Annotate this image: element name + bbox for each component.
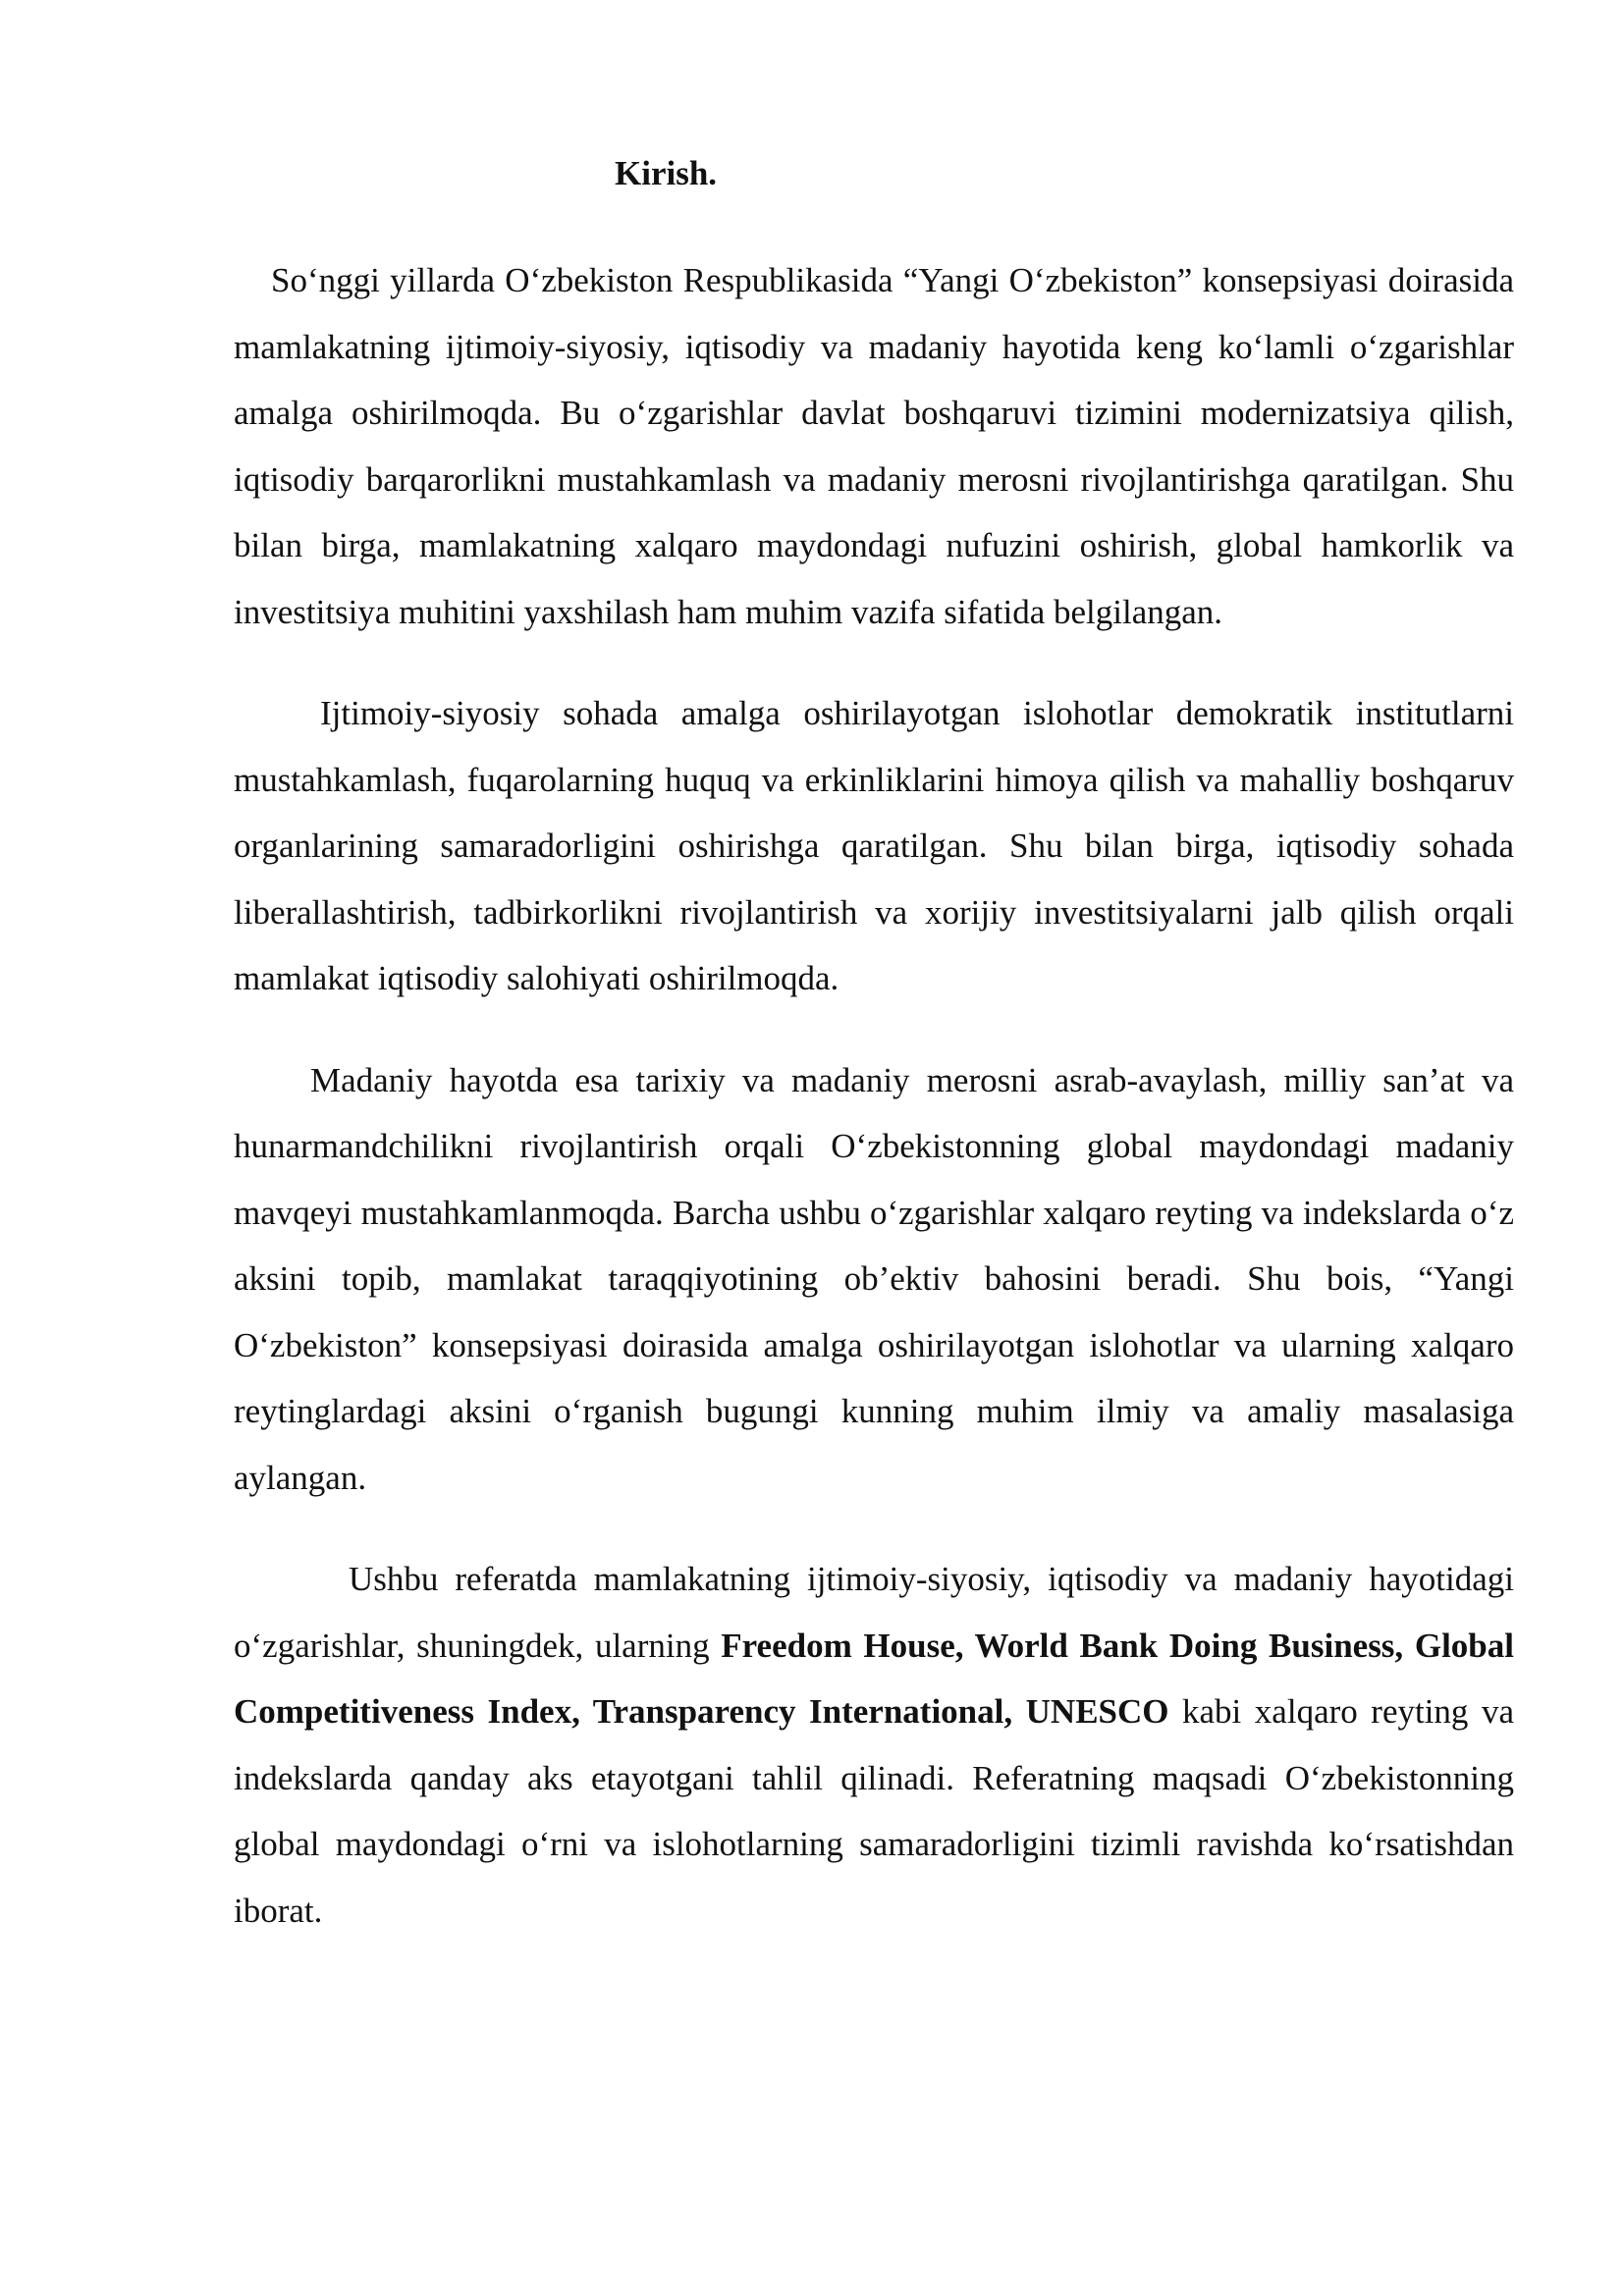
paragraph-cultural: Madaniy hayotda esa tarixiy va madaniy merosni asrab-avaylash, milliy san’at va hunarmandchilikni rivojlantirish orqali O‘zbekistonning global maydondagi madaniy mavqeyi mustahkamlanmoqda. Barcha ushbu o‘zgarishlar xalqaro reyting va indekslarda o‘z aksini topib, mamlakat taraqqiyotining ob’ektiv bahosini beradi. Shu bois, “Yangi O‘zbekiston” konsepsiyasi doirasida amalga oshirilayotgan islohotlar va ularning xalqaro reytinglardagi aksini o‘rganish bugungi kunning muhim ilmiy va amaliy masalasiga aylangan.: [234, 1060, 1514, 1497]
paragraph-purpose-text-before: Ushbu referatda mamlakatning ijtimoiy-siyosiy, iqtisodiy va madaniy hayotidagi o‘zgarishlar, shuningdek, ularning: [234, 1560, 1514, 1665]
document-title: Kirish.: [615, 154, 718, 192]
international-index-list: Freedom House, World Bank Doing Business, Global Competitiveness Index, Transparency International, UNESCO: [234, 1626, 1514, 1731]
paragraph-purpose: [234, 1546, 1514, 1944]
paragraph-purpose-text-after: kabi xalqaro reyting va indekslarda qanday aks etayotgani tahlil qilinadi. Referatning maqsadi O‘zbekistonning global maydondagi o‘rni va islohotlarning samaradorligini tizimli ravishda ko‘rsatishdan iborat.: [234, 1692, 1514, 1930]
document-body: [234, 247, 1514, 1944]
paragraph-introduction: So‘nggi yillarda O‘zbekiston Respublikasida “Yangi O‘zbekiston” konsepsiyasi doirasida mamlakatning ijtimoiy-siyosiy, iqtisodiy va madaniy hayotida keng ko‘lamli o‘zgarishlar amalga oshirilmoqda. Bu o‘zgarishlar davlat boshqaruvi tizimini modernizatsiya qilish, iqtisodiy barqarorlikni mustahkamlash va madaniy merosni rivojlantirishga qaratilgan. Shu bilan birga, mamlakatning xalqaro maydondagi nufuzini oshirish, global hamkorlik va investitsiya muhitini yaxshilash ham muhim vazifa sifatida belgilangan.: [234, 261, 1514, 631]
paragraph-socio-political: Ijtimoiy-siyosiy sohada amalga oshirilayotgan islohotlar demokratik institutlarni mustahkamlash, fuqarolarning huquq va erkinliklarini himoya qilish va mahalliy boshqaruv organlarining samaradorligini oshirishga qaratilgan. Shu bilan birga, iqtisodiy sohada liberallashtirish, tadbirkorlikni rivojlantirish va xorijiy investitsiyalarni jalb qilish orqali mamlakat iqtisodiy salohiyati oshirilmoqda.: [234, 694, 1514, 997]
